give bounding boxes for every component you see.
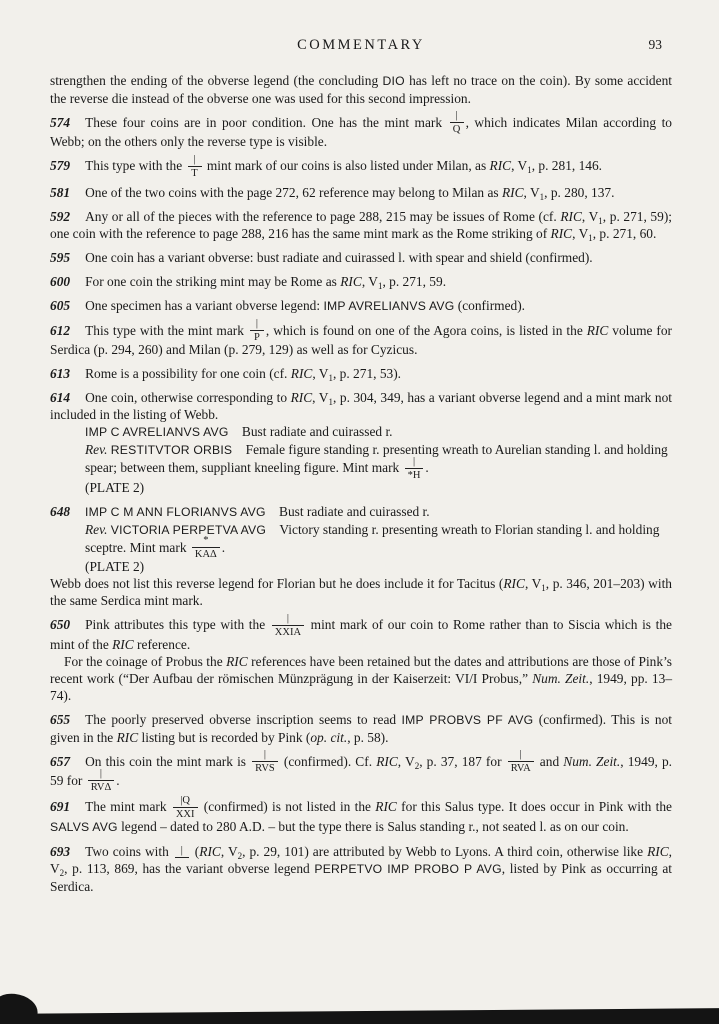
entry-655 (50, 711, 672, 746)
paragraph (85, 479, 672, 496)
text-run: One specimen has a variant obverse legend: (85, 297, 324, 313)
text-run: , V (524, 576, 542, 592)
text-run: (confirmed) is not listed in the (199, 799, 376, 815)
mint-mark-top: | (250, 318, 264, 331)
text-run: , p. 271, 59. (382, 273, 447, 289)
italic-text: RIC (376, 753, 398, 769)
subscript: 1 (328, 373, 333, 384)
entry-648 (50, 503, 672, 609)
mint-mark (188, 154, 202, 179)
paragraph (50, 273, 672, 290)
mint-mark-bottom: *H (407, 469, 421, 481)
paragraph (50, 110, 672, 150)
subscript: 1 (328, 397, 333, 408)
text-run: Rome is a possibility for one coin (cf. (85, 366, 291, 382)
mint-mark-top: | (88, 768, 115, 781)
text-run: Two coins with (85, 843, 173, 859)
text-run: One coin has a variant obverse: bust radiate and cuirassed l. with spear and shield (confirmed). (85, 249, 593, 265)
coin-legend: SALVS AVG (50, 819, 118, 834)
mint-mark (173, 795, 198, 820)
entry-number: 693 (50, 843, 71, 859)
entry-number: 648 (50, 503, 71, 519)
text-run: (PLATE 2) (85, 559, 145, 575)
paragraph (50, 297, 672, 315)
entry-612 (50, 318, 672, 358)
entry-number: 595 (50, 249, 71, 265)
paragraph (50, 153, 672, 179)
mint-mark-top: | (272, 613, 304, 626)
mint-mark (88, 768, 115, 793)
mint-mark-top: | (188, 154, 202, 167)
entry-number: 612 (50, 322, 71, 338)
text-run: , p. 281, 146. (531, 158, 603, 174)
text-run: , V (50, 843, 673, 876)
text-run: , 1949, pp. 13–74). (50, 670, 673, 703)
page-number: 93 (648, 37, 662, 52)
italic-text: Rev. (85, 442, 111, 458)
page-title: COMMENTARY (297, 37, 425, 53)
mint-mark (450, 110, 464, 135)
text-run: , V (312, 390, 329, 406)
entry-650 (50, 612, 673, 703)
text-run: , V (397, 753, 415, 769)
subscript: 1 (598, 215, 603, 226)
entry-continuation (50, 72, 672, 107)
mint-mark-bottom: P (253, 332, 260, 344)
subscript: 1 (541, 583, 546, 594)
text-run: Victory standing r. presenting wreath to Florian standing l. and holding sceptre. Mint mark (85, 521, 660, 555)
paragraph (85, 558, 672, 575)
entry-614 (50, 389, 672, 495)
text-run: . (425, 460, 429, 476)
text-run: , p. 58). (347, 729, 389, 745)
entry-592 (50, 208, 672, 242)
italic-text: RIC (503, 576, 525, 592)
mint-mark (175, 845, 189, 859)
paragraph (50, 249, 672, 266)
italic-text: RIC (340, 273, 362, 289)
text-run: , p. 37, 187 for (419, 753, 506, 769)
text-run: These four coins are in poor condition. One has the mint mark (85, 115, 448, 130)
entry-number: 579 (50, 158, 71, 174)
italic-text: Rev. (85, 521, 111, 537)
mint-mark-bottom: T (191, 167, 198, 179)
entry-number: 657 (50, 753, 71, 769)
mint-mark-bottom: Q (452, 124, 461, 136)
text-run: (confirmed). This is not given in the (50, 711, 672, 745)
text-run: , V (511, 158, 528, 174)
text-run: , V (523, 184, 540, 200)
paragraph (85, 423, 672, 441)
mint-mark-top: | (405, 456, 424, 469)
italic-text: op. cit. (310, 729, 348, 745)
text-run: (confirmed). (454, 297, 526, 313)
entry-number: 600 (50, 273, 71, 289)
text-run: strengthen the ending of the obverse legend (the concluding (50, 73, 383, 88)
text-run: , which is found on one of the Agora coins, is listed in the (265, 322, 587, 338)
mint-mark-top: | (508, 749, 534, 762)
text-run: On this coin the mint mark is (85, 753, 251, 769)
subscript: 1 (588, 232, 593, 243)
entry-number: 605 (50, 297, 71, 313)
text-run: mint mark of our coins is also listed under Milan, as (203, 158, 490, 174)
text-run: Pink attributes this type with the (85, 617, 270, 633)
entry-574 (50, 110, 672, 150)
text-run: , p. 29, 101) are attributed by Webb to Lyons. A third coin, otherwise like (242, 843, 648, 859)
entry-number: 613 (50, 366, 71, 382)
subscript: 2 (414, 760, 420, 771)
coin-legend: PERPETVO IMP PROBO P AVG (314, 861, 502, 876)
coin-legend: IMP C AVRELIANVS AVG (85, 425, 229, 440)
text-run: . (116, 772, 120, 788)
paragraph (50, 575, 672, 609)
text-run: has left no trace on the coin). By some accident the reverse die instead of the obverse one was used for this second impression. (50, 73, 672, 106)
text-run: references have been retained but the dates and attributions are those of Pink’s recent work (“Der Aufbau der römischen Münzprägung in der Kaiserzeit: VI/I Probus,” (50, 653, 673, 686)
text-run: One coin, otherwise corresponding to (85, 390, 291, 406)
scan-artifact-bottom-edge (0, 1008, 719, 1024)
entry-number: 581 (50, 184, 71, 200)
mint-mark-bottom: RVA (510, 762, 531, 774)
italic-text: Num. Zeit. (532, 670, 590, 686)
text-run: The mint mark (85, 799, 171, 815)
italic-text: RIC (375, 799, 397, 815)
text-run: ( (190, 843, 200, 859)
mint-mark (192, 535, 220, 560)
paragraph (50, 208, 672, 242)
page-header (50, 36, 672, 54)
entry-691 (50, 794, 672, 835)
text-run: , p. 271, 53). (332, 366, 402, 382)
entry-number: 592 (50, 208, 71, 224)
text-run: mint mark of our coin to Rome rather than to Siscia which is the mint of the (50, 617, 672, 652)
paragraph (50, 711, 672, 746)
entry-number: 574 (50, 115, 71, 130)
paragraph (50, 794, 672, 835)
italic-text: RIC (199, 843, 221, 859)
text-run: , p. 280, 137. (544, 184, 615, 200)
text-run: , V (312, 366, 329, 382)
italic-text: RIC (116, 729, 139, 745)
text-run: Female figure standing r. presenting wreath to Aurelian standing l. and holding spear; between them, suppliant kneeling figure. Mint mark (85, 442, 668, 476)
mint-mark (252, 749, 278, 774)
mint-mark-top: | (252, 749, 278, 762)
subscript: 1 (527, 165, 532, 176)
paragraph (50, 653, 672, 704)
text-run: , listed by Pink as occurring at Serdica. (50, 860, 672, 894)
italic-text: RIC (560, 208, 582, 224)
coin-legend: IMP AVRELIANVS AVG (323, 298, 455, 313)
entry-number: 655 (50, 711, 71, 727)
text-run: , p. 113, 869, has the variant obverse legend (64, 860, 315, 876)
mint-mark (272, 613, 304, 638)
mint-mark-bottom: XXIA (274, 626, 302, 638)
text-run: , p. 271, 60. (592, 225, 657, 241)
text-run: and (535, 753, 564, 769)
text-run: . (221, 539, 226, 555)
text-run: reference. (133, 636, 191, 652)
coin-legend: IMP C M ANN FLORIANVS AVG (85, 504, 266, 519)
mint-mark-bottom: RVΔ (90, 782, 112, 794)
mint-mark-top: * (192, 535, 220, 548)
italic-text: RIC (489, 158, 512, 174)
mint-mark-bottom: XXI (175, 808, 195, 820)
italic-text: RIC (501, 184, 524, 200)
text-run: legend – dated to 280 A.D. – but the type there is Salus standing r., not seated l. as on our coin. (117, 818, 629, 834)
coin-legend: VICTORIA PERPETVA AVG (110, 522, 267, 537)
commentary-entries (50, 72, 672, 895)
mint-mark-bottom: RVS (255, 762, 275, 774)
text-run: for this Salus type. It does occur in Pink with the (396, 799, 672, 815)
text-run: For one coin the striking mint may be Rome as (85, 273, 341, 289)
entry-613 (50, 365, 672, 382)
text-run: , p. 271, 59); one coin with the reference to page 288, 216 has the same mint mark as the Rome striking of (50, 208, 673, 241)
entry-693 (50, 843, 672, 895)
paragraph (85, 521, 672, 561)
italic-text: RIC (226, 653, 248, 669)
mint-mark (405, 456, 424, 481)
entry-657 (50, 748, 673, 794)
paragraph (85, 441, 672, 481)
text-run: One of the two coins with the page 272, 62 reference may belong to Milan as (85, 184, 502, 200)
coin-legend: IMP PROBVS PF AVG (401, 712, 534, 727)
entry-number: 614 (50, 390, 71, 406)
coin-legend: RESTITVTOR ORBIS (110, 443, 233, 458)
paragraph (50, 389, 672, 423)
entry-number: 691 (50, 799, 71, 815)
paragraph (50, 365, 672, 382)
italic-text: RIC (290, 366, 313, 382)
mint-mark-bottom: KAΔ (194, 549, 217, 561)
text-run: Any or all of the pieces with the reference to page 288, 215 may be issues of Rome (cf. (85, 208, 561, 224)
text-run: (PLATE 2) (85, 479, 145, 495)
mint-mark-bottom (175, 858, 189, 859)
mint-mark-top: | (175, 845, 189, 858)
paragraph (50, 612, 672, 652)
text-run: , V (572, 225, 589, 241)
italic-text: Num. Zeit. (563, 753, 621, 769)
paragraph (50, 503, 672, 521)
mint-mark (508, 749, 534, 774)
text-run: The poorly preserved obverse inscription seems to read (85, 711, 402, 727)
italic-text: RIC (550, 225, 573, 241)
italic-text: RIC (647, 843, 669, 859)
text-run: Bust radiate and cuirassed r. (228, 424, 393, 440)
subscript: 1 (539, 191, 545, 202)
subscript: 1 (377, 280, 383, 291)
text-run: , which indicates Milan according to Webb; on the others only the reverse type is visible. (50, 115, 672, 150)
mint-mark (250, 318, 264, 343)
entry-579 (50, 153, 672, 179)
coin-legend: DIO (382, 74, 405, 88)
subscript: 2 (59, 867, 65, 878)
entry-605 (50, 297, 672, 315)
entry-600 (50, 273, 672, 290)
entry-595 (50, 249, 672, 266)
text-run: listing but is recorded by Pink ( (138, 729, 311, 745)
text-run: , V (220, 843, 238, 859)
text-run: This type with the (85, 158, 186, 174)
italic-text: RIC (112, 636, 134, 652)
entry-number: 650 (50, 617, 71, 633)
italic-text: RIC (290, 390, 313, 406)
text-run: volume for Serdica (p. 294, 260) and Milan (p. 279, 129) as well as for Cyzicus. (50, 322, 672, 358)
paragraph (50, 72, 672, 107)
text-run: For the coinage of Probus the (64, 653, 227, 669)
paragraph (50, 184, 672, 201)
text-run: (confirmed). Cf. (279, 753, 377, 769)
text-run: Bust radiate and cuirassed r. (265, 503, 430, 519)
paragraph (50, 318, 672, 358)
text-run: , V (581, 208, 599, 224)
text-run: Webb does not list this reverse legend for Florian but he does include it for Tacitus ( (50, 576, 504, 592)
paragraph (50, 843, 672, 895)
text-run: , p. 346, 201–203) with the same Serdica mint mark. (50, 576, 672, 609)
text-run: This type with the mint mark (85, 322, 248, 338)
text-run: , p. 304, 349, has a variant obverse legend and a mint mark not included in the listing of Webb. (50, 390, 673, 423)
subscript: 2 (237, 850, 243, 861)
paragraph (50, 748, 673, 794)
text-run: , V (361, 273, 378, 289)
mint-mark-top: | (450, 110, 464, 123)
entry-581 (50, 184, 672, 201)
mint-mark-top: |Q (173, 795, 198, 808)
text-run: , 1949, p. 59 for (50, 753, 673, 788)
italic-text: RIC (586, 322, 609, 338)
